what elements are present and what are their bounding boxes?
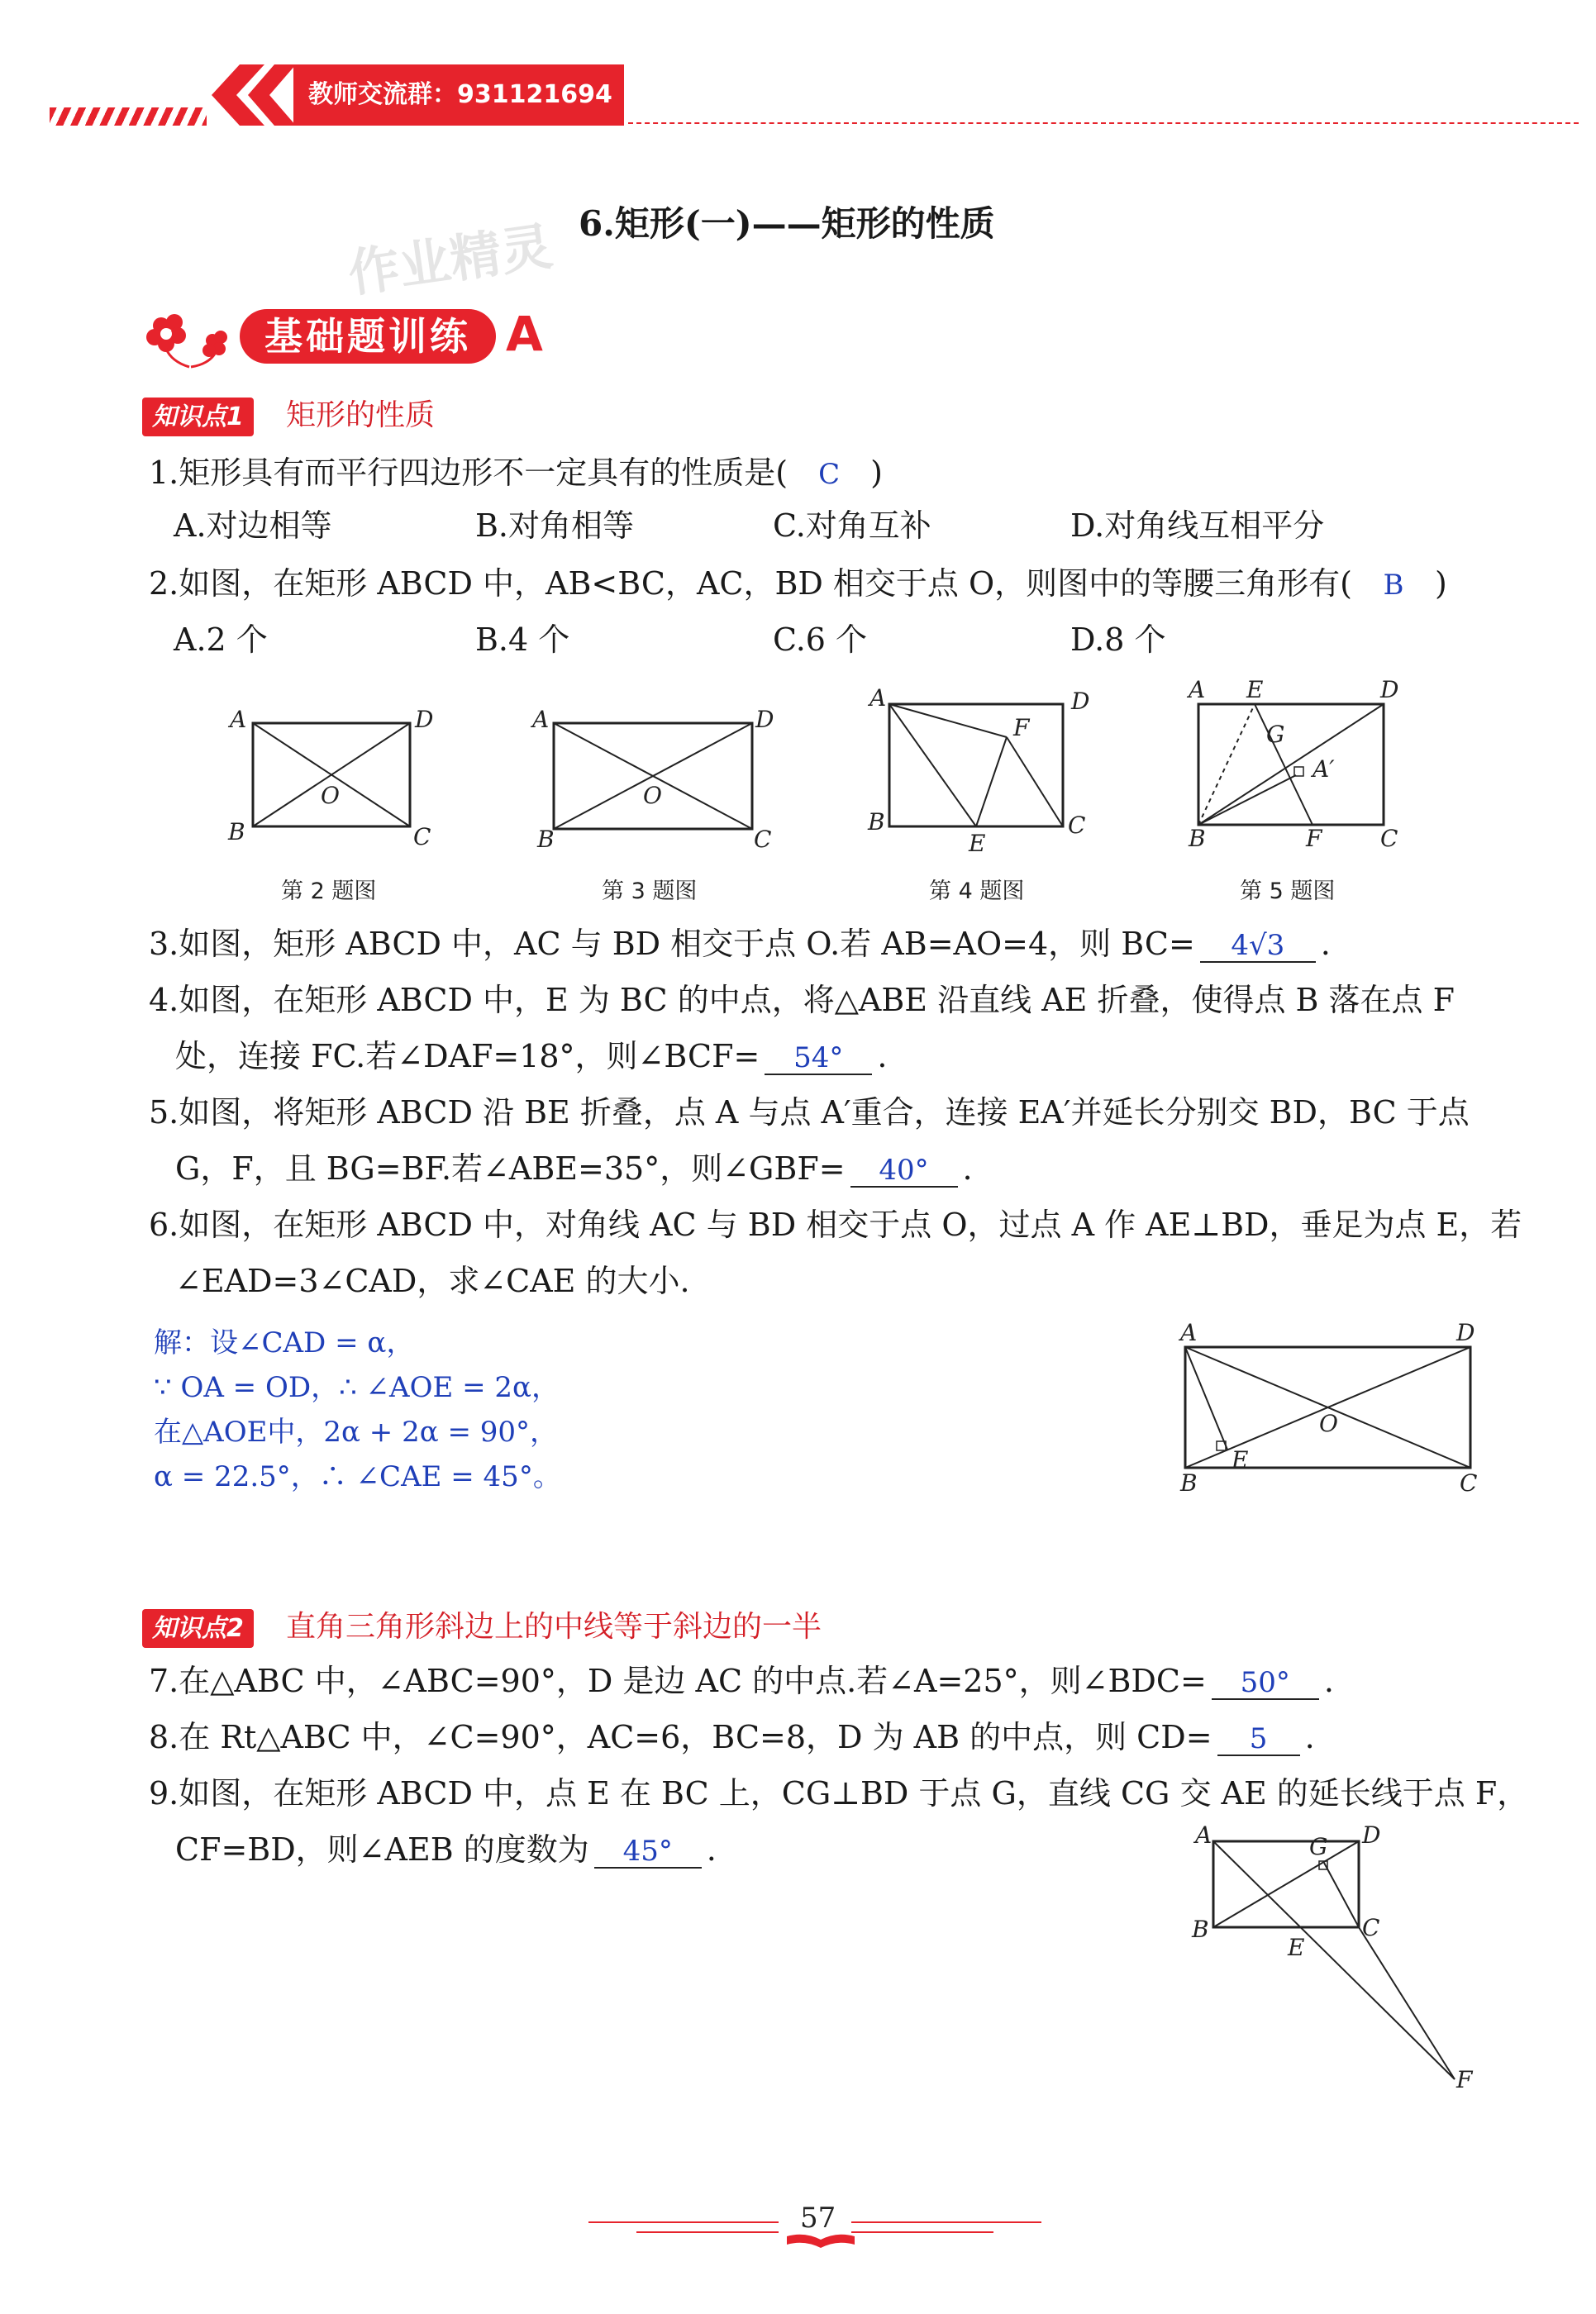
- fig5-label-a: A: [1189, 676, 1206, 703]
- fig2-caption: 第 2 题图: [281, 878, 377, 904]
- fig4-label-d: D: [1071, 688, 1090, 715]
- q2-option-c: C.6 个: [773, 621, 868, 658]
- fig9-label-c: C: [1362, 1914, 1380, 1941]
- q1-stem: [149, 455, 883, 493]
- fig3-label-d: D: [755, 706, 774, 733]
- q1-option-a: A.对边相等: [174, 507, 332, 544]
- q1-option-d: D.对角线互相平分: [1070, 507, 1325, 544]
- kp1-heading: [142, 392, 435, 434]
- fig4-line-af: [889, 704, 1007, 737]
- teacher-group-label: 教师交流群：931121694: [293, 64, 624, 126]
- fig2-label-c: C: [413, 823, 431, 850]
- flower-icon: [136, 304, 236, 370]
- kp1-title: 矩形的性质: [285, 398, 435, 432]
- fig2-label-d: D: [415, 706, 434, 733]
- fig5-label-a-prime: A′: [1313, 755, 1335, 783]
- q2-option-d: D.8 个: [1070, 621, 1166, 658]
- footer-rule-left2: [636, 2231, 779, 2233]
- header-stripes: [50, 107, 207, 126]
- fig4-line-fc: [1007, 737, 1063, 826]
- q2-option-a: A.2 个: [174, 621, 268, 658]
- figure-q2: [223, 702, 446, 851]
- q4-line1: 4.如图，在矩形 ABCD 中，E 为 BC 的中点，将△ABE 沿直线 AE 折叠，使得点 B 落在点 F: [149, 982, 1455, 1018]
- fig5-label-f: F: [1306, 825, 1322, 852]
- header-dashed-rule: [628, 122, 1579, 124]
- fig9-line-cg: [1324, 1863, 1359, 1927]
- figure-q9: [1174, 1818, 1488, 2091]
- q8-stem: 8.在 Rt△ABC 中，∠C=90°，AC=6，BC=8，D 为 AB 的中点，则 CD=: [149, 1719, 1212, 1755]
- figure-q6: [1165, 1314, 1496, 1504]
- q5-line1: 5.如图，将矩形 ABCD 沿 BE 折叠，点 A 与点 A′重合，连接 EA′并延长分别交 BD，BC 于点: [149, 1094, 1470, 1131]
- section-badge: 基础题训练: [240, 309, 496, 364]
- q8-answer: 5: [1217, 1724, 1300, 1756]
- fig5-label-c: C: [1380, 825, 1398, 852]
- fig4-label-c: C: [1068, 812, 1086, 839]
- q5-end: .: [962, 1150, 973, 1187]
- fig9-line-af: [1213, 1841, 1455, 2079]
- q6-solution: [154, 1321, 561, 1499]
- fig4-caption: 第 4 题图: [929, 878, 1025, 904]
- fig3-caption: 第 3 题图: [602, 878, 698, 904]
- q7-answer: 50°: [1212, 1668, 1319, 1700]
- fig5-label-e: E: [1246, 676, 1264, 703]
- q9-answer: 45°: [594, 1836, 702, 1869]
- q5-line2-text: G，F，且 BG=BF.若∠ABE=35°，则∠GBF=: [175, 1150, 846, 1187]
- fig4-label-f: F: [1013, 714, 1030, 741]
- book-ornament-icon: [784, 2231, 858, 2251]
- fig2-label-o: O: [321, 782, 340, 809]
- q2-option-b: B.4 个: [475, 621, 570, 658]
- fig5-line-ba: [1198, 775, 1296, 825]
- fig9-diag-bd: [1213, 1841, 1359, 1927]
- figure-q4: [860, 686, 1099, 859]
- footer-rule-right2: [851, 2231, 993, 2233]
- fig3-label-c: C: [754, 826, 772, 851]
- q6-line2: ∠EAD=3∠CAD，求∠CAE 的大小.: [175, 1263, 690, 1299]
- fig4-label-e: E: [969, 830, 986, 857]
- fig6-label-b: B: [1180, 1469, 1198, 1497]
- q6-solution-line2: ∵ OA = OD，∴ ∠AOE = 2α，: [154, 1371, 560, 1404]
- fig5-caption: 第 5 题图: [1240, 878, 1336, 904]
- q7: [149, 1663, 1334, 1701]
- q5-answer: 40°: [850, 1155, 958, 1188]
- q6-solution-line1: 解：设∠CAD = α，: [154, 1326, 415, 1359]
- q4-line2-text: 处，连接 FC.若∠DAF=18°，则∠BCF=: [175, 1038, 760, 1074]
- fig9-label-b: B: [1192, 1916, 1209, 1943]
- fig9-label-e: E: [1288, 1934, 1305, 1961]
- fig5-label-d: D: [1380, 676, 1399, 703]
- q9-end: .: [706, 1831, 717, 1868]
- fig4-label-b: B: [868, 808, 885, 836]
- fig4-line-ae: [889, 704, 976, 826]
- fig2-label-b: B: [228, 818, 245, 845]
- fig3-label-o: O: [643, 782, 662, 809]
- watermark: 作业精灵: [344, 216, 556, 304]
- fig9-label-d: D: [1362, 1821, 1381, 1849]
- q2-close: ): [1435, 565, 1447, 602]
- footer-rule-right: [851, 2221, 1041, 2223]
- q1-stem-text: 1.矩形具有而平行四边形不一定具有的性质是(: [149, 455, 788, 491]
- q7-end: .: [1323, 1663, 1334, 1699]
- kp1-tag: 知识点1: [142, 398, 254, 436]
- q6-solution-line4: α = 22.5°，∴ ∠CAE = 45°。: [154, 1460, 561, 1493]
- fig2-label-a: A: [230, 706, 247, 733]
- q3-end: .: [1320, 926, 1331, 962]
- q2-stem-text: 2.如图，在矩形 ABCD 中，AB<BC，AC，BD 相交于点 O，则图中的等腰三角形有(: [149, 565, 1352, 602]
- fig5-label-b: B: [1189, 825, 1206, 852]
- q3: [149, 926, 1331, 964]
- fig9-label-f: F: [1456, 2066, 1473, 2091]
- q5-line2: [175, 1150, 973, 1188]
- q3-answer: 4√3: [1200, 931, 1316, 963]
- figure-q5: [1174, 669, 1422, 859]
- page-title: 6.矩形(一)——矩形的性质: [579, 203, 995, 244]
- fig4-rect: [889, 704, 1063, 826]
- fig6-label-e: E: [1232, 1446, 1249, 1474]
- q1-close: ): [870, 455, 883, 491]
- q2-answer: B: [1383, 569, 1404, 602]
- header-chevrons-icon: [207, 64, 298, 126]
- fig4-line-fe: [976, 737, 1007, 826]
- q1-option-c: C.对角互补: [773, 507, 931, 544]
- page-number: 57: [800, 2202, 836, 2235]
- q1-answer: C: [818, 458, 841, 491]
- q1-option-b: B.对角相等: [475, 507, 635, 544]
- kp2-title: 直角三角形斜边上的中线等于斜边的一半: [285, 1610, 822, 1644]
- kp2-tag: 知识点2: [142, 1609, 254, 1648]
- fig6-label-d: D: [1456, 1319, 1475, 1346]
- fig3-label-b: B: [537, 826, 555, 851]
- fig4-label-a: A: [869, 686, 887, 712]
- figure-q3: [521, 702, 785, 851]
- q9-line1: 9.如图，在矩形 ABCD 中，点 E 在 BC 上，CG⊥BD 于点 G，直线 CG 交 AE 的延长线于点 F，: [149, 1775, 1529, 1812]
- q9-line2: [175, 1831, 717, 1869]
- kp2-heading: [142, 1603, 822, 1645]
- fig6-label-c: C: [1460, 1469, 1478, 1497]
- q6-solution-line3: 在△AOE中，2α + 2α = 90°，: [154, 1416, 559, 1449]
- q2-stem: [149, 565, 1447, 603]
- q4-line2: [175, 1038, 887, 1076]
- q7-stem: 7.在△ABC 中，∠ABC=90°，D 是边 AC 的中点.若∠A=25°，则∠BDC=: [149, 1663, 1207, 1699]
- fig5-label-g: G: [1266, 721, 1285, 748]
- fig6-label-a: A: [1180, 1319, 1198, 1346]
- q6-line1: 6.如图，在矩形 ABCD 中，对角线 AC 与 BD 相交于点 O，过点 A 作 AE⊥BD，垂足为点 E，若: [149, 1207, 1522, 1243]
- q8: [149, 1719, 1315, 1757]
- fig9-label-a: A: [1195, 1821, 1212, 1849]
- fig9-line-cf: [1359, 1927, 1455, 2079]
- footer-rule-left: [588, 2221, 779, 2223]
- fig3-label-a: A: [532, 706, 550, 733]
- section-letter: A: [506, 306, 543, 362]
- fig6-label-o: O: [1319, 1410, 1338, 1437]
- q4-answer: 54°: [765, 1043, 872, 1075]
- q3-stem: 3.如图，矩形 ABCD 中，AC 与 BD 相交于点 O.若 AB=AO=4，则 BC=: [149, 926, 1195, 962]
- q4-end: .: [877, 1038, 888, 1074]
- fig9-label-g: G: [1309, 1833, 1328, 1860]
- q9-line2-text: CF=BD，则∠AEB 的度数为: [175, 1831, 589, 1868]
- q8-end: .: [1304, 1719, 1315, 1755]
